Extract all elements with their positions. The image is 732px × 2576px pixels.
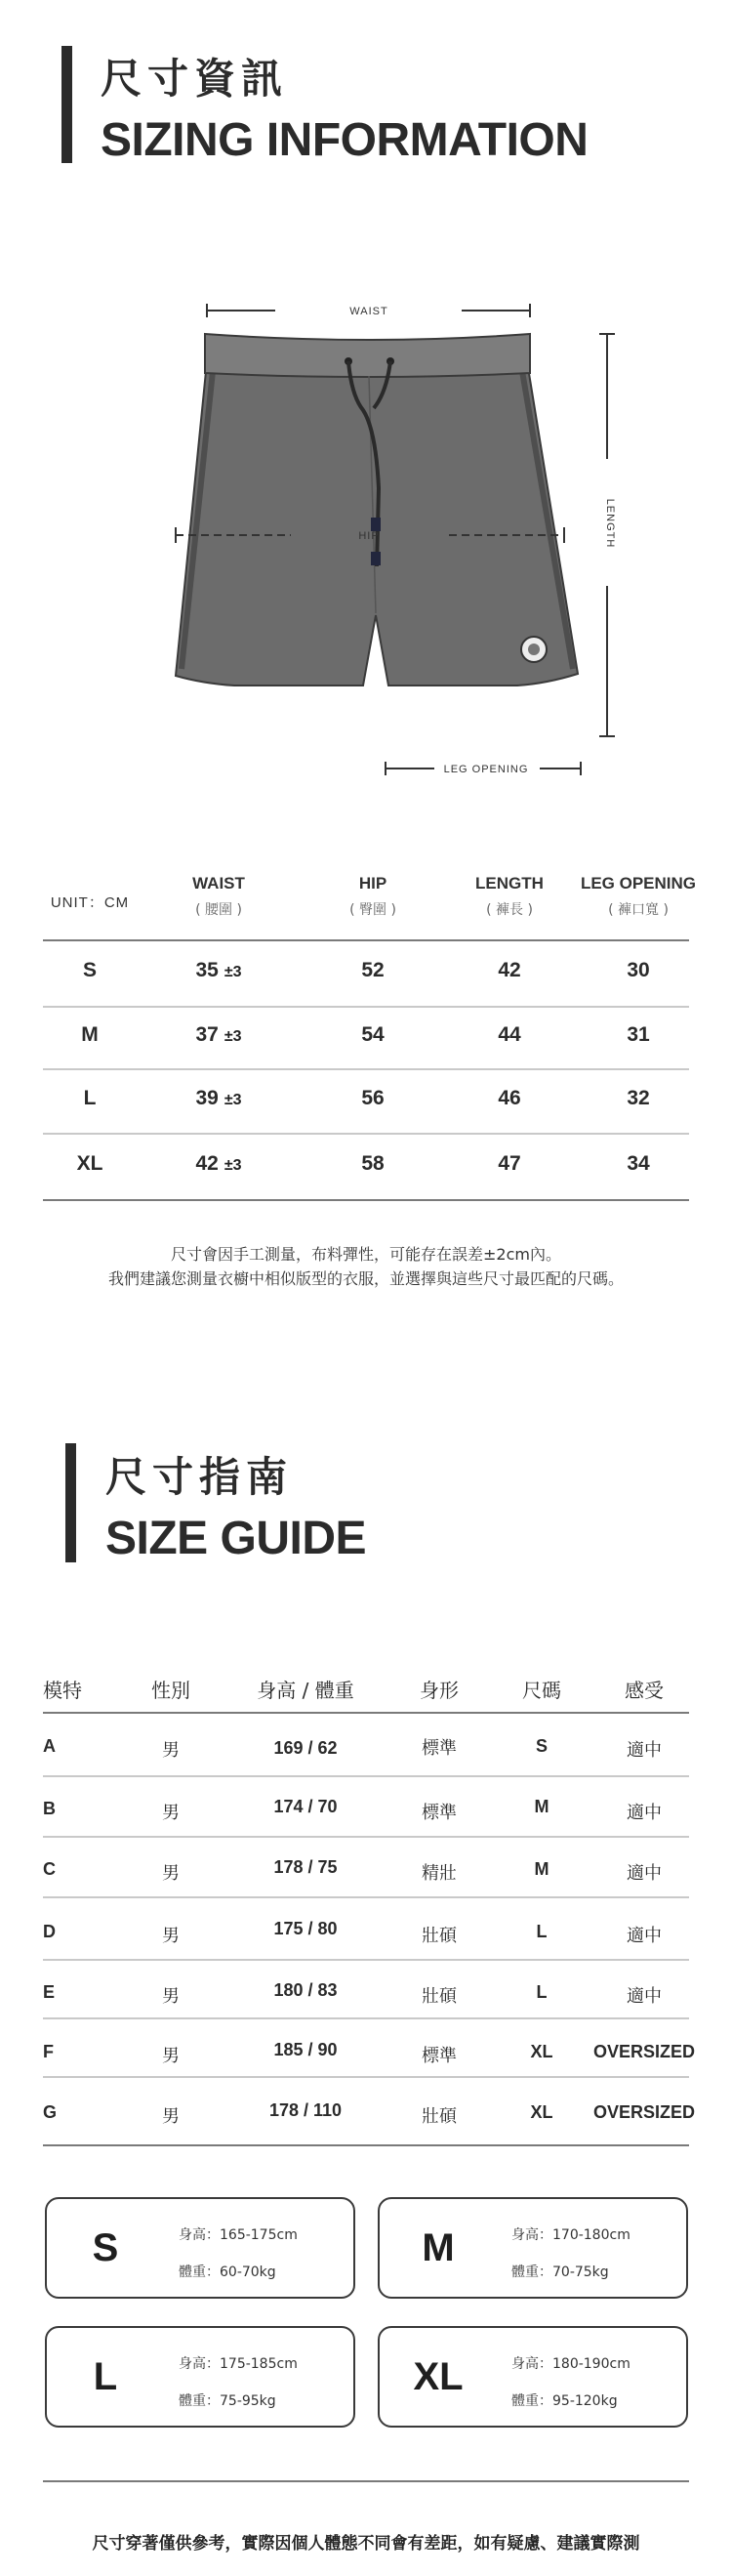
table-divider (43, 939, 689, 941)
col-waist: WAIST ( 腰圍 ) (192, 874, 245, 918)
size-card-xl: XL 身高：180-190cm 體重：95-120kg (378, 2326, 688, 2428)
table-row: S 35 ±3 52 42 30 (82, 959, 650, 981)
col-leg-opening: LEG OPENING ( 褲口寬 ) (580, 874, 697, 918)
waist-label: WAIST (349, 306, 388, 317)
shorts-diagram (0, 283, 732, 791)
size-card-l: L 身高：175-185cm 體重：75-95kg (45, 2326, 355, 2428)
guide-title-zh: 尺寸指南 (105, 1453, 294, 1501)
sizing-note-1: 尺寸會因手工測量，布料彈性，可能存在誤差±2cm內。 (171, 1245, 561, 1264)
guide-title-en: SIZE GUIDE (105, 1513, 367, 1564)
waistband (205, 334, 530, 377)
section-accent-bar (61, 46, 72, 163)
unit-label: UNIT：CM (50, 894, 130, 911)
length-label: LENGTH (604, 498, 616, 549)
hip-label: HIP (358, 530, 380, 542)
table-row: M 37 ±3 54 44 31 (81, 1023, 650, 1046)
col-hip: HIP ( 臀圍 ) (349, 874, 396, 918)
footer-rule (43, 2480, 689, 2482)
section-accent-bar (65, 1443, 76, 1562)
table-row: XL 42 ±3 58 47 34 (76, 1152, 650, 1175)
row-divider (43, 1133, 689, 1135)
table-row: L 39 ±3 56 46 32 (83, 1087, 650, 1109)
col-length: LENGTH ( 褲長 ) (475, 874, 544, 918)
table-bottom-rule (43, 1199, 689, 1201)
row-divider (43, 1006, 689, 1008)
size-card-s: S 身高：165-175cm 體重：60-70kg (45, 2197, 355, 2299)
footer-note: 尺寸穿著僅供參考，實際因個人體態不同會有差距，如有疑慮、建議實際測 (92, 2534, 640, 2554)
sizing-title-en: SIZING INFORMATION (101, 114, 589, 166)
sizing-note-2: 我們建議您測量衣櫥中相似版型的衣服，並選擇與這些尺寸最匹配的尺碼。 (107, 1269, 624, 1288)
sizing-table-header (43, 874, 697, 933)
size-card-m: M 身高：170-180cm 體重：70-75kg (378, 2197, 688, 2299)
leg-opening-label: LEG OPENING (443, 764, 529, 775)
sizing-title-zh: 尺寸資訊 (101, 55, 289, 103)
row-divider (43, 1068, 689, 1070)
guide-header-rule (43, 1712, 689, 1714)
guide-bottom-rule (43, 2144, 689, 2146)
